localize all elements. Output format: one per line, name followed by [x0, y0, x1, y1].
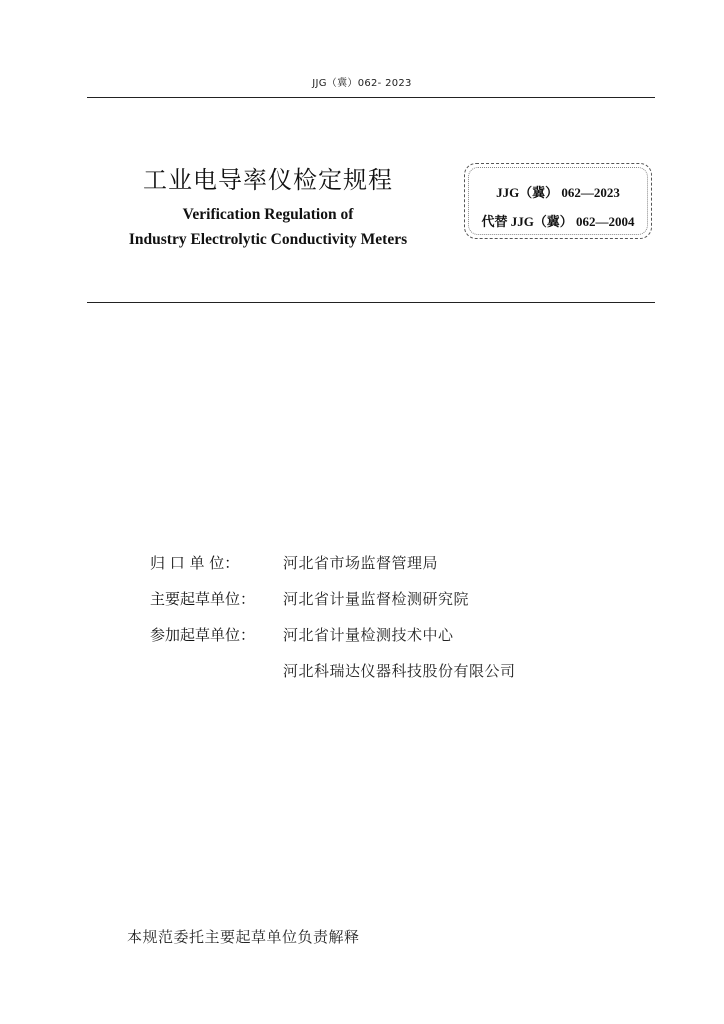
- unit-row-participating-drafter: [150, 624, 630, 660]
- interpretation-note: 本规范委托主要起草单位负责解释: [127, 928, 360, 946]
- title-chinese: 工业电导率仪检定规程: [143, 166, 393, 194]
- regulation-code-box: [464, 163, 652, 239]
- unit-value: 河北省市场监督管理局: [283, 554, 439, 572]
- regulation-code: JJG（冀） 062—2023: [496, 185, 620, 200]
- replaces-code: 代替 JJG（冀） 062—2004: [481, 214, 635, 229]
- title-english-line1: Verification Regulation of: [182, 206, 354, 223]
- unit-row-centralized: [150, 552, 630, 588]
- unit-label: 归 口 单 位：: [150, 554, 240, 572]
- unit-label: 主要起草单位：: [150, 590, 256, 608]
- unit-row-main-drafter: [150, 588, 630, 624]
- unit-value: 河北省计量检测技术中心: [283, 626, 454, 644]
- unit-value: 河北省计量监督检测研究院: [283, 590, 470, 608]
- document-code-header: JJG（冀）062- 2023: [312, 78, 412, 89]
- unit-label: 参加起草单位：: [150, 626, 256, 644]
- top-rule: [87, 97, 655, 98]
- title-block: [98, 160, 438, 252]
- unit-value: 河北科瑞达仪器科技股份有限公司: [283, 662, 516, 680]
- drafting-units: [150, 552, 630, 696]
- title-english-line2: Industry Electrolytic Conductivity Meters: [128, 231, 408, 248]
- unit-row-participating-drafter-2: [150, 660, 630, 696]
- middle-rule: [87, 302, 655, 303]
